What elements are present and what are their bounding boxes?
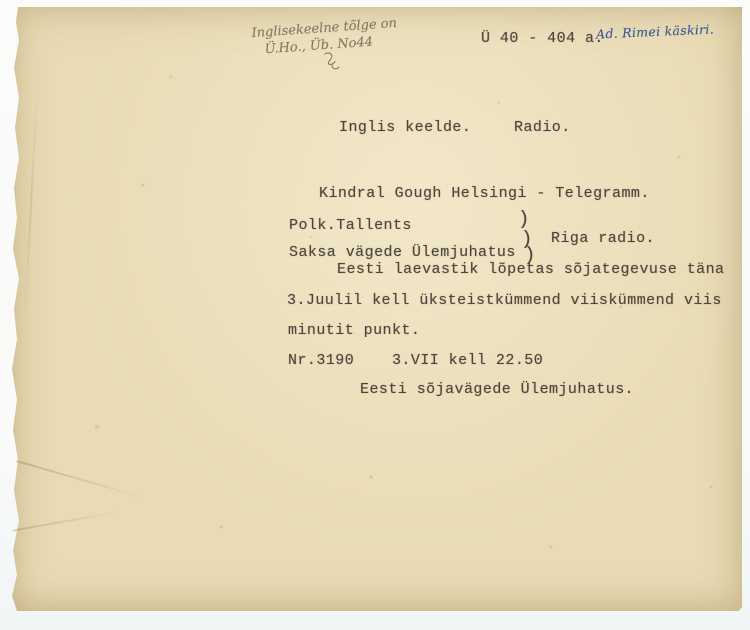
body-line-1: Eesti laevastik lõpetas sõjategevuse täna [337, 261, 725, 278]
typed-reference: Ü 40 - 404 a. [481, 30, 604, 47]
number-date-line: Nr.3190 3.VII kell 22.50 [288, 352, 544, 369]
heading-channel: Radio. [514, 119, 571, 136]
pencil-initials-icon [321, 49, 344, 74]
pencil-note-line2: Ü.Ho., Üb. No44 [264, 34, 374, 58]
telegram-title: Kindral Gough Helsingi - Telegramm. [319, 185, 650, 202]
pencil-note-line1: Inglisekeelne tõlge on [251, 15, 398, 42]
recipient-line2: Saksa vägede Ülemjuhatus [289, 244, 516, 261]
brace-bottom: ) [524, 244, 536, 266]
brace-middle: ) [521, 228, 533, 250]
heading-language: Inglis keelde. [339, 119, 472, 136]
blue-ink-annotation: Ad. Rimei käskiri. [595, 21, 715, 42]
brace-top: ) [518, 208, 530, 230]
via-channel: Riga radio. [551, 230, 655, 247]
recipient-line1: Polk.Tallents [289, 217, 412, 234]
body-line-3: minutit punkt. [288, 322, 421, 339]
signature-line: Eesti sõjavägede Ülemjuhatus. [360, 381, 635, 398]
body-line-2: 3.Juulil kell üksteistkümmend viiskümmend viis [287, 292, 722, 309]
